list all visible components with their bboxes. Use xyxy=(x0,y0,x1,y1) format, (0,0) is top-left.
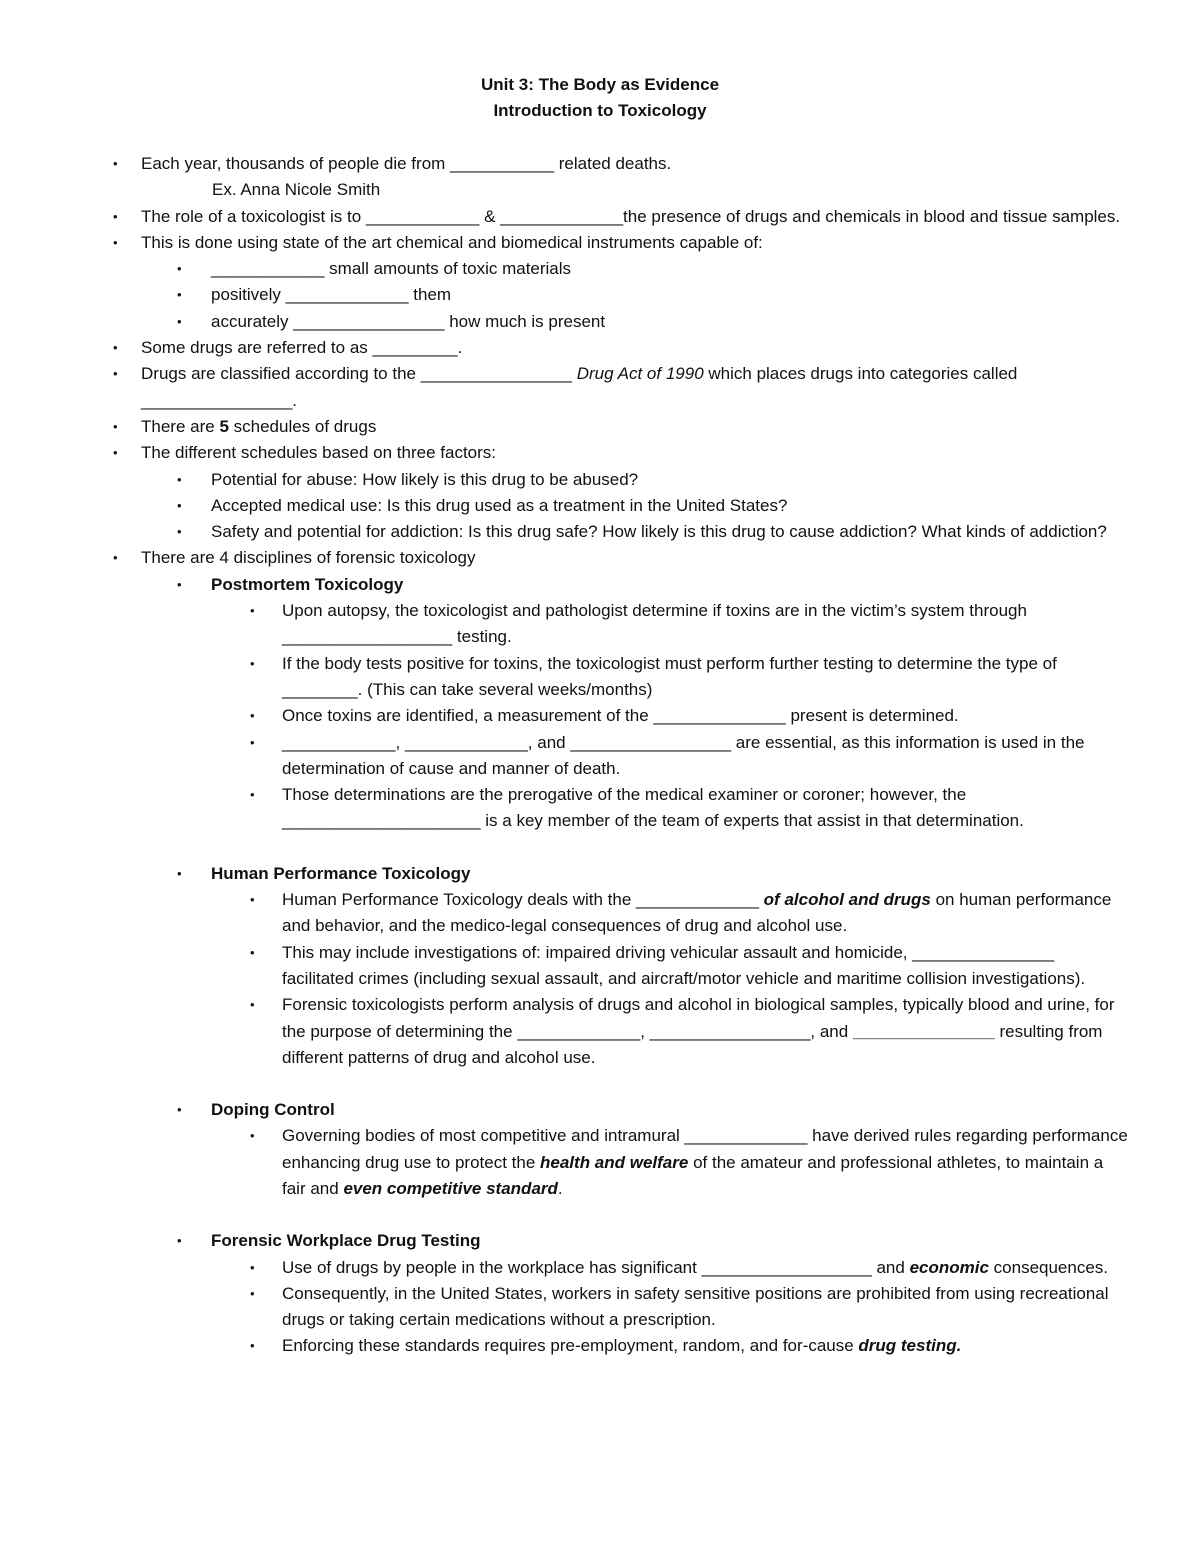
bullet-icon: • xyxy=(250,997,255,1013)
sub-sub-list-item: • Consequently, in the United States, workers in safety sensitive positions are prohibited from using recreational drugs or taking certain medications without a prescription. xyxy=(0,1281,1200,1334)
bullet-icon: • xyxy=(113,445,118,461)
list-item: • The different schedules based on three factors: xyxy=(0,440,1200,466)
bullet-icon: • xyxy=(113,366,118,382)
page-subtitle: Introduction to Toxicology xyxy=(493,101,707,121)
list-item: • This is done using state of the art chemical and biomedical instruments capable of: xyxy=(0,230,1200,256)
sub-sub-list-item: • If the body tests positive for toxins, the toxicologist must perform further testing to determine the type of ________. (This can take several weeks/months) xyxy=(0,651,1200,704)
bullet-icon: • xyxy=(250,603,255,619)
bullet-icon: • xyxy=(177,471,182,487)
list-item: • Drugs are classified according to the ________________ Drug Act of 1990 which places drugs into categories called ________________. xyxy=(0,361,1200,414)
bullet-icon: • xyxy=(177,576,182,592)
bullet-icon: • xyxy=(177,1233,182,1249)
sub-sub-list-item: • This may include investigations of: impaired driving vehicular assault and homicide, _______________ facilitated crimes (including sexual assault, and aircraft/motor vehicle and maritime collision investigations). xyxy=(0,940,1200,993)
notes-list xyxy=(0,151,1200,1360)
page-title: Unit 3: The Body as Evidence xyxy=(480,75,720,94)
example-line: Ex. Anna Nicole Smith xyxy=(212,180,381,200)
sub-sub-list-item: • Enforcing these standards requires pre-employment, random, and for-cause drug testing. xyxy=(0,1333,1200,1359)
bullet-icon: • xyxy=(250,1259,255,1275)
sub-sub-list-item: • ____________, _____________, and _________________ are essential, as this information is used in the determination of cause and manner of death. xyxy=(0,730,1200,783)
bullet-icon: • xyxy=(177,497,182,513)
bullet-icon: • xyxy=(250,787,255,803)
sub-list-item: • ____________ small amounts of toxic materials xyxy=(0,256,1200,282)
sub-sub-list-item: • Upon autopsy, the toxicologist and pathologist determine if toxins are in the victim’s system through __________________ testing. xyxy=(0,598,1200,651)
bullet-icon: • xyxy=(250,892,255,908)
section-heading-workplace-testing: • Forensic Workplace Drug Testing xyxy=(0,1228,1200,1254)
bullet-icon: • xyxy=(250,734,255,750)
bullet-icon: • xyxy=(113,208,118,224)
bullet-icon: • xyxy=(177,865,182,881)
section-heading-human-performance: • Human Performance Toxicology xyxy=(0,861,1200,887)
sub-list-item: • accurately ________________ how much is present xyxy=(0,309,1200,335)
bullet-icon: • xyxy=(177,287,182,303)
spacer xyxy=(0,1071,1200,1097)
sub-sub-list-item: • Once toxins are identified, a measurement of the ______________ present is determined. xyxy=(0,703,1200,729)
bullet-icon: • xyxy=(177,261,182,277)
spacer xyxy=(0,835,1200,861)
bullet-icon: • xyxy=(113,234,118,250)
bullet-icon: • xyxy=(250,708,255,724)
sub-list-item: • positively _____________ them xyxy=(0,282,1200,308)
list-item: • Each year, thousands of people die from ___________ related deaths. xyxy=(0,151,1200,177)
sub-list-item: • Potential for abuse: How likely is this drug to be abused? xyxy=(0,467,1200,493)
bullet-icon: • xyxy=(113,340,118,356)
bullet-icon: • xyxy=(177,313,182,329)
bullet-icon: • xyxy=(250,1128,255,1144)
sub-sub-list-item: • Human Performance Toxicology deals with the _____________ of alcohol and drugs on human performance and behavior, and the medico-legal consequences of drug and alcohol use. xyxy=(0,887,1200,940)
list-item: • There are 4 disciplines of forensic toxicology xyxy=(0,545,1200,571)
bullet-icon: • xyxy=(177,524,182,540)
bullet-icon: • xyxy=(250,1285,255,1301)
bullet-icon: • xyxy=(250,944,255,960)
list-item: • Some drugs are referred to as _________. xyxy=(0,335,1200,361)
bullet-icon: • xyxy=(113,156,118,171)
bullet-icon: • xyxy=(113,550,118,566)
list-item: • There are 5 schedules of drugs xyxy=(0,414,1200,440)
section-heading-postmortem: • Postmortem Toxicology xyxy=(0,572,1200,598)
sub-sub-list-item: • Forensic toxicologists perform analysis of drugs and alcohol in biological samples, typically blood and urine, for the purpose of determining the _____________, _________________, and _______________ resulting from different patterns of drug and alcohol use. xyxy=(0,992,1200,1071)
section-heading-doping-control: • Doping Control xyxy=(0,1097,1200,1123)
list-item: • The role of a toxicologist is to ____________ & _____________the presence of drugs and chemicals in blood and tissue samples. xyxy=(0,204,1200,230)
spacer xyxy=(0,1202,1200,1228)
bullet-icon: • xyxy=(250,1338,255,1354)
sub-sub-list-item: • Governing bodies of most competitive and intramural _____________ have derived rules regarding performance enhancing drug use to protect the health and welfare of the amateur and professional athletes, to maintain a fair and even competitive standard. xyxy=(0,1123,1200,1202)
sub-list-item: • Accepted medical use: Is this drug used as a treatment in the United States? xyxy=(0,493,1200,519)
bullet-icon: • xyxy=(177,1102,182,1118)
sub-sub-list-item: • Those determinations are the prerogative of the medical examiner or coroner; however, the _____________________ is a key member of the team of experts that assist in that determination. xyxy=(0,782,1200,835)
sub-list-item: • Safety and potential for addiction: Is this drug safe? How likely is this drug to cause addiction? What kinds of addiction? xyxy=(0,519,1200,545)
sub-sub-list-item: • Use of drugs by people in the workplace has significant __________________ and economic consequences. xyxy=(0,1255,1200,1281)
bullet-icon: • xyxy=(113,418,118,434)
title-block xyxy=(0,72,1200,125)
bullet-icon: • xyxy=(250,655,255,671)
